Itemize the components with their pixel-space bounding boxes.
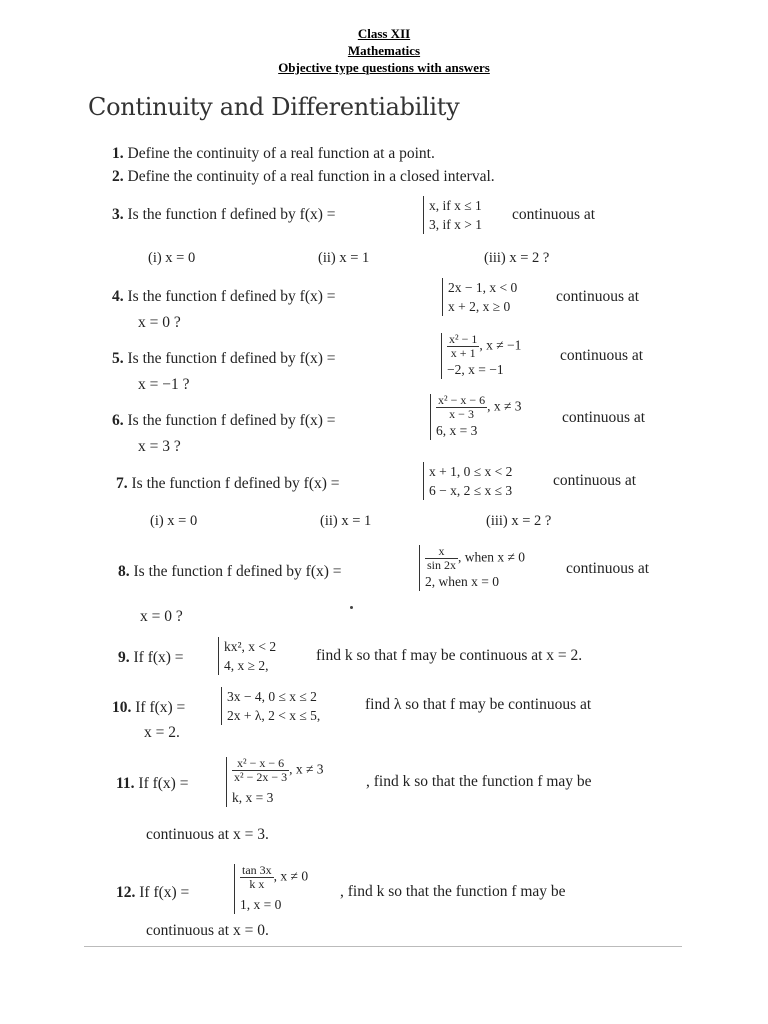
case-row: −2, x = −1 xyxy=(447,362,504,377)
case-row xyxy=(232,757,324,784)
piecewise-function xyxy=(218,637,276,675)
question-text-continued: find k so that f may be continuous at x = 2. xyxy=(316,647,583,664)
fraction xyxy=(436,394,487,421)
piecewise-function xyxy=(419,545,525,591)
case-row: 4, x ≥ 2, xyxy=(224,658,269,673)
question-text: If f(x) = xyxy=(138,775,189,792)
sub-part: (i) x = 0 xyxy=(150,513,198,529)
case-row: 2, when x = 0 xyxy=(425,574,499,589)
fraction-numerator: x² − 1 xyxy=(449,332,478,346)
case-condition: , when x ≠ 0 xyxy=(458,549,526,565)
piecewise-function xyxy=(423,462,512,500)
case-row: 2x − 1, x < 0 xyxy=(448,280,518,295)
question-number: 9. xyxy=(118,649,130,666)
question-tail: x = −1 ? xyxy=(138,376,190,393)
question-text-continued: continuous at xyxy=(560,347,644,364)
case-row: 3x − 4, 0 ≤ x ≤ 2 xyxy=(227,689,317,704)
sub-part: (ii) x = 1 xyxy=(318,250,370,266)
question-text-continued: continuous at xyxy=(556,288,640,305)
question-tail: x = 2. xyxy=(144,724,180,741)
case-row: x + 1, 0 ≤ x < 2 xyxy=(429,464,513,479)
question-tail: x = 0 ? xyxy=(138,314,181,331)
case-row xyxy=(425,545,525,572)
subject-heading: Mathematics xyxy=(347,43,421,58)
question-number: 1. xyxy=(112,145,124,162)
question-number: 10. xyxy=(112,699,132,716)
question-text-continued: , find k so that the function f may be xyxy=(340,883,566,900)
question-text-continued: continuous at xyxy=(562,409,646,426)
question-6 xyxy=(112,412,336,430)
question-text: Define the continuity of a real function at a point. xyxy=(127,145,435,162)
question-tail: continuous at x = 0. xyxy=(146,922,269,939)
case-row: x, if x ≤ 1 xyxy=(429,198,482,213)
question-5 xyxy=(112,350,336,368)
question-tail: x = 0 ? xyxy=(140,608,183,625)
doc-subtitle: Objective type questions with answers xyxy=(278,60,490,75)
case-row: 1, x = 0 xyxy=(240,897,282,912)
piecewise-function xyxy=(221,687,320,725)
case-row: 3, if x > 1 xyxy=(429,217,482,232)
stray-mark xyxy=(350,606,353,609)
case-row: kx², x < 2 xyxy=(224,639,277,654)
piecewise-function xyxy=(441,333,521,379)
question-4 xyxy=(112,288,336,306)
piecewise-function xyxy=(226,757,324,807)
question-text: Define the continuity of a real function in a closed interval. xyxy=(127,168,495,185)
question-text: Is the function f defined by f(x) = xyxy=(131,475,340,492)
question-number: 6. xyxy=(112,412,124,429)
fraction-numerator: x² − x − 6 xyxy=(438,393,486,407)
question-number: 5. xyxy=(112,350,124,367)
fraction xyxy=(232,757,289,784)
class-heading: Class XII xyxy=(357,26,411,41)
question-11 xyxy=(116,775,188,793)
fraction xyxy=(425,545,458,572)
question-8 xyxy=(118,563,342,581)
fraction-denominator: x + 1 xyxy=(450,346,476,360)
fraction-denominator: sin 2x xyxy=(427,558,457,572)
question-text: If f(x) = xyxy=(139,884,190,901)
piecewise-function xyxy=(430,394,522,440)
fraction xyxy=(447,333,479,360)
question-9 xyxy=(118,649,184,667)
question-number: 2. xyxy=(112,168,124,185)
question-text-continued: continuous at xyxy=(566,560,650,577)
fraction-denominator: x² − 2x − 3 xyxy=(234,770,288,784)
case-row: 6, x = 3 xyxy=(436,423,478,438)
case-condition: , x ≠ −1 xyxy=(479,337,522,353)
question-text: Is the function f defined by f(x) = xyxy=(127,288,336,305)
question-text-continued: continuous at xyxy=(512,206,596,223)
piecewise-function xyxy=(442,278,517,316)
fraction xyxy=(240,864,274,891)
fraction-numerator: x xyxy=(425,545,458,559)
question-number: 12. xyxy=(116,884,136,901)
question-number: 3. xyxy=(112,206,124,223)
fraction-denominator: k x xyxy=(249,877,265,891)
case-condition: , x ≠ 0 xyxy=(273,868,309,884)
question-1 xyxy=(112,145,435,163)
chapter-title: Continuity and Differentiability xyxy=(88,93,460,121)
fraction-denominator: x − 3 xyxy=(449,407,474,421)
case-row xyxy=(436,394,522,421)
question-text: If f(x) = xyxy=(133,649,184,666)
question-text-continued: , find k so that the function f may be xyxy=(366,773,592,790)
question-number: 7. xyxy=(116,475,128,492)
case-row: 6 − x, 2 ≤ x ≤ 3 xyxy=(429,483,513,498)
question-10 xyxy=(112,699,185,717)
sub-part: (iii) x = 2 ? xyxy=(484,250,550,266)
case-row: 2x + λ, 2 < x ≤ 5, xyxy=(227,708,321,723)
question-tail: x = 3 ? xyxy=(138,438,181,455)
question-text: Is the function f defined by f(x) = xyxy=(127,206,336,223)
question-2 xyxy=(112,168,495,186)
sub-part: (iii) x = 2 ? xyxy=(486,513,552,529)
case-condition: , x ≠ 3 xyxy=(487,398,522,414)
question-text: Is the function f defined by f(x) = xyxy=(127,412,336,429)
question-number: 8. xyxy=(118,563,130,580)
case-row: x + 2, x ≥ 0 xyxy=(448,299,511,314)
question-text: If f(x) = xyxy=(135,699,186,716)
case-row xyxy=(447,333,521,360)
page-divider xyxy=(84,946,682,947)
sub-part: (ii) x = 1 xyxy=(320,513,372,529)
piecewise-function xyxy=(423,196,482,234)
question-tail: continuous at x = 3. xyxy=(146,826,269,843)
question-number: 11. xyxy=(116,775,135,792)
case-row: k, x = 3 xyxy=(232,790,274,805)
case-condition: , x ≠ 3 xyxy=(289,761,324,777)
question-12 xyxy=(116,884,189,902)
case-row xyxy=(240,864,308,891)
fraction-numerator: x² − x − 6 xyxy=(232,757,289,771)
question-text-continued: find λ so that f may be continuous at xyxy=(365,696,592,713)
question-text: Is the function f defined by f(x) = xyxy=(133,563,342,580)
question-text: Is the function f defined by f(x) = xyxy=(127,350,336,367)
question-3 xyxy=(112,206,336,224)
question-number: 4. xyxy=(112,288,124,305)
sub-part: (i) x = 0 xyxy=(148,250,196,266)
fraction-numerator: tan 3x xyxy=(242,863,272,877)
piecewise-function xyxy=(234,864,308,914)
question-text-continued: continuous at xyxy=(553,472,637,489)
question-7 xyxy=(116,475,340,493)
